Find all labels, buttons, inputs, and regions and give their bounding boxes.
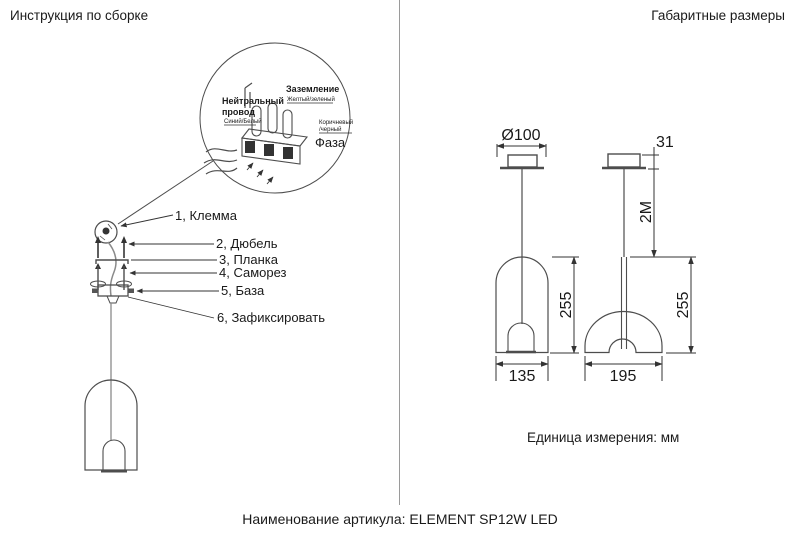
- dimensions-section-title: Габаритные размеры: [651, 8, 785, 23]
- canopy-side: [608, 154, 640, 167]
- dowel-right-tip: [121, 236, 127, 243]
- ground-wire-label: Заземление: [286, 84, 340, 94]
- dim-suspension-length: 2M: [638, 200, 655, 224]
- dimensions-diagram: [400, 0, 800, 460]
- units-note: Единица измерения: мм: [527, 430, 680, 445]
- phase-wire-colors-line2: /черный: [319, 127, 342, 133]
- wiring-detail-callout: [118, 43, 353, 224]
- phase-label: Фаза: [315, 135, 346, 150]
- diffuser-front: [508, 323, 534, 351]
- base-nub-right: [128, 289, 134, 294]
- stem-side: [622, 257, 627, 349]
- terminal-screw-2: [268, 103, 277, 133]
- shade-side: [585, 312, 662, 353]
- dim-front-height: 255: [558, 291, 575, 319]
- step-labels: [121, 208, 325, 325]
- article-name: Наименование артикула: ELEMENT SP12W LED: [242, 511, 558, 527]
- step-2-dowel: 2, Дюбель: [216, 236, 278, 251]
- planka-bar: [96, 260, 128, 264]
- dim-side-width: 195: [609, 368, 637, 385]
- terminal-window-1: [245, 141, 255, 153]
- dim-canopy-height: 31: [656, 134, 674, 151]
- side-view-drawing: [585, 134, 696, 385]
- step-4-screw: 4, Саморез: [219, 265, 287, 280]
- neutral-wire-label-line2: провод: [222, 107, 255, 117]
- cord-upper: [108, 242, 116, 296]
- terminal-window-2: [264, 144, 274, 156]
- phase-wire-colors-line1: Коричневый: [319, 120, 354, 126]
- neutral-wire-label-line1: Нейтральный: [222, 96, 284, 106]
- insert-arrow-2: [257, 170, 263, 177]
- canopy-front: [508, 155, 537, 167]
- step-3-planka: 3, Планка: [219, 252, 278, 267]
- step-5-base: 5, База: [221, 283, 265, 298]
- dim-canopy-diameter: Ø100: [501, 127, 541, 144]
- insert-arrow-3: [267, 177, 273, 184]
- inner-diffuser: [103, 440, 125, 470]
- cord-grip: [107, 296, 119, 303]
- base-nub-left: [92, 289, 98, 294]
- dim-side-height: 255: [675, 291, 692, 319]
- insert-arrow-1: [247, 163, 253, 170]
- dim-front-width: 135: [508, 368, 536, 385]
- step-1-klemma: 1, Клемма: [175, 208, 237, 223]
- mount-parts-drawing: [91, 221, 135, 440]
- front-view-drawing: [496, 127, 579, 385]
- leader-fix: [128, 297, 214, 318]
- step-6-fix: 6, Зафиксировать: [217, 310, 325, 325]
- klemma-core: [103, 228, 110, 235]
- assembly-section-title: Инструкция по сборке: [10, 8, 149, 23]
- neutral-wire-colors: Синий/Белый: [224, 119, 262, 125]
- ground-wire-colors: Желтый/зеленый: [287, 97, 335, 103]
- assembly-diagram: [0, 0, 400, 505]
- terminal-window-3: [283, 147, 293, 159]
